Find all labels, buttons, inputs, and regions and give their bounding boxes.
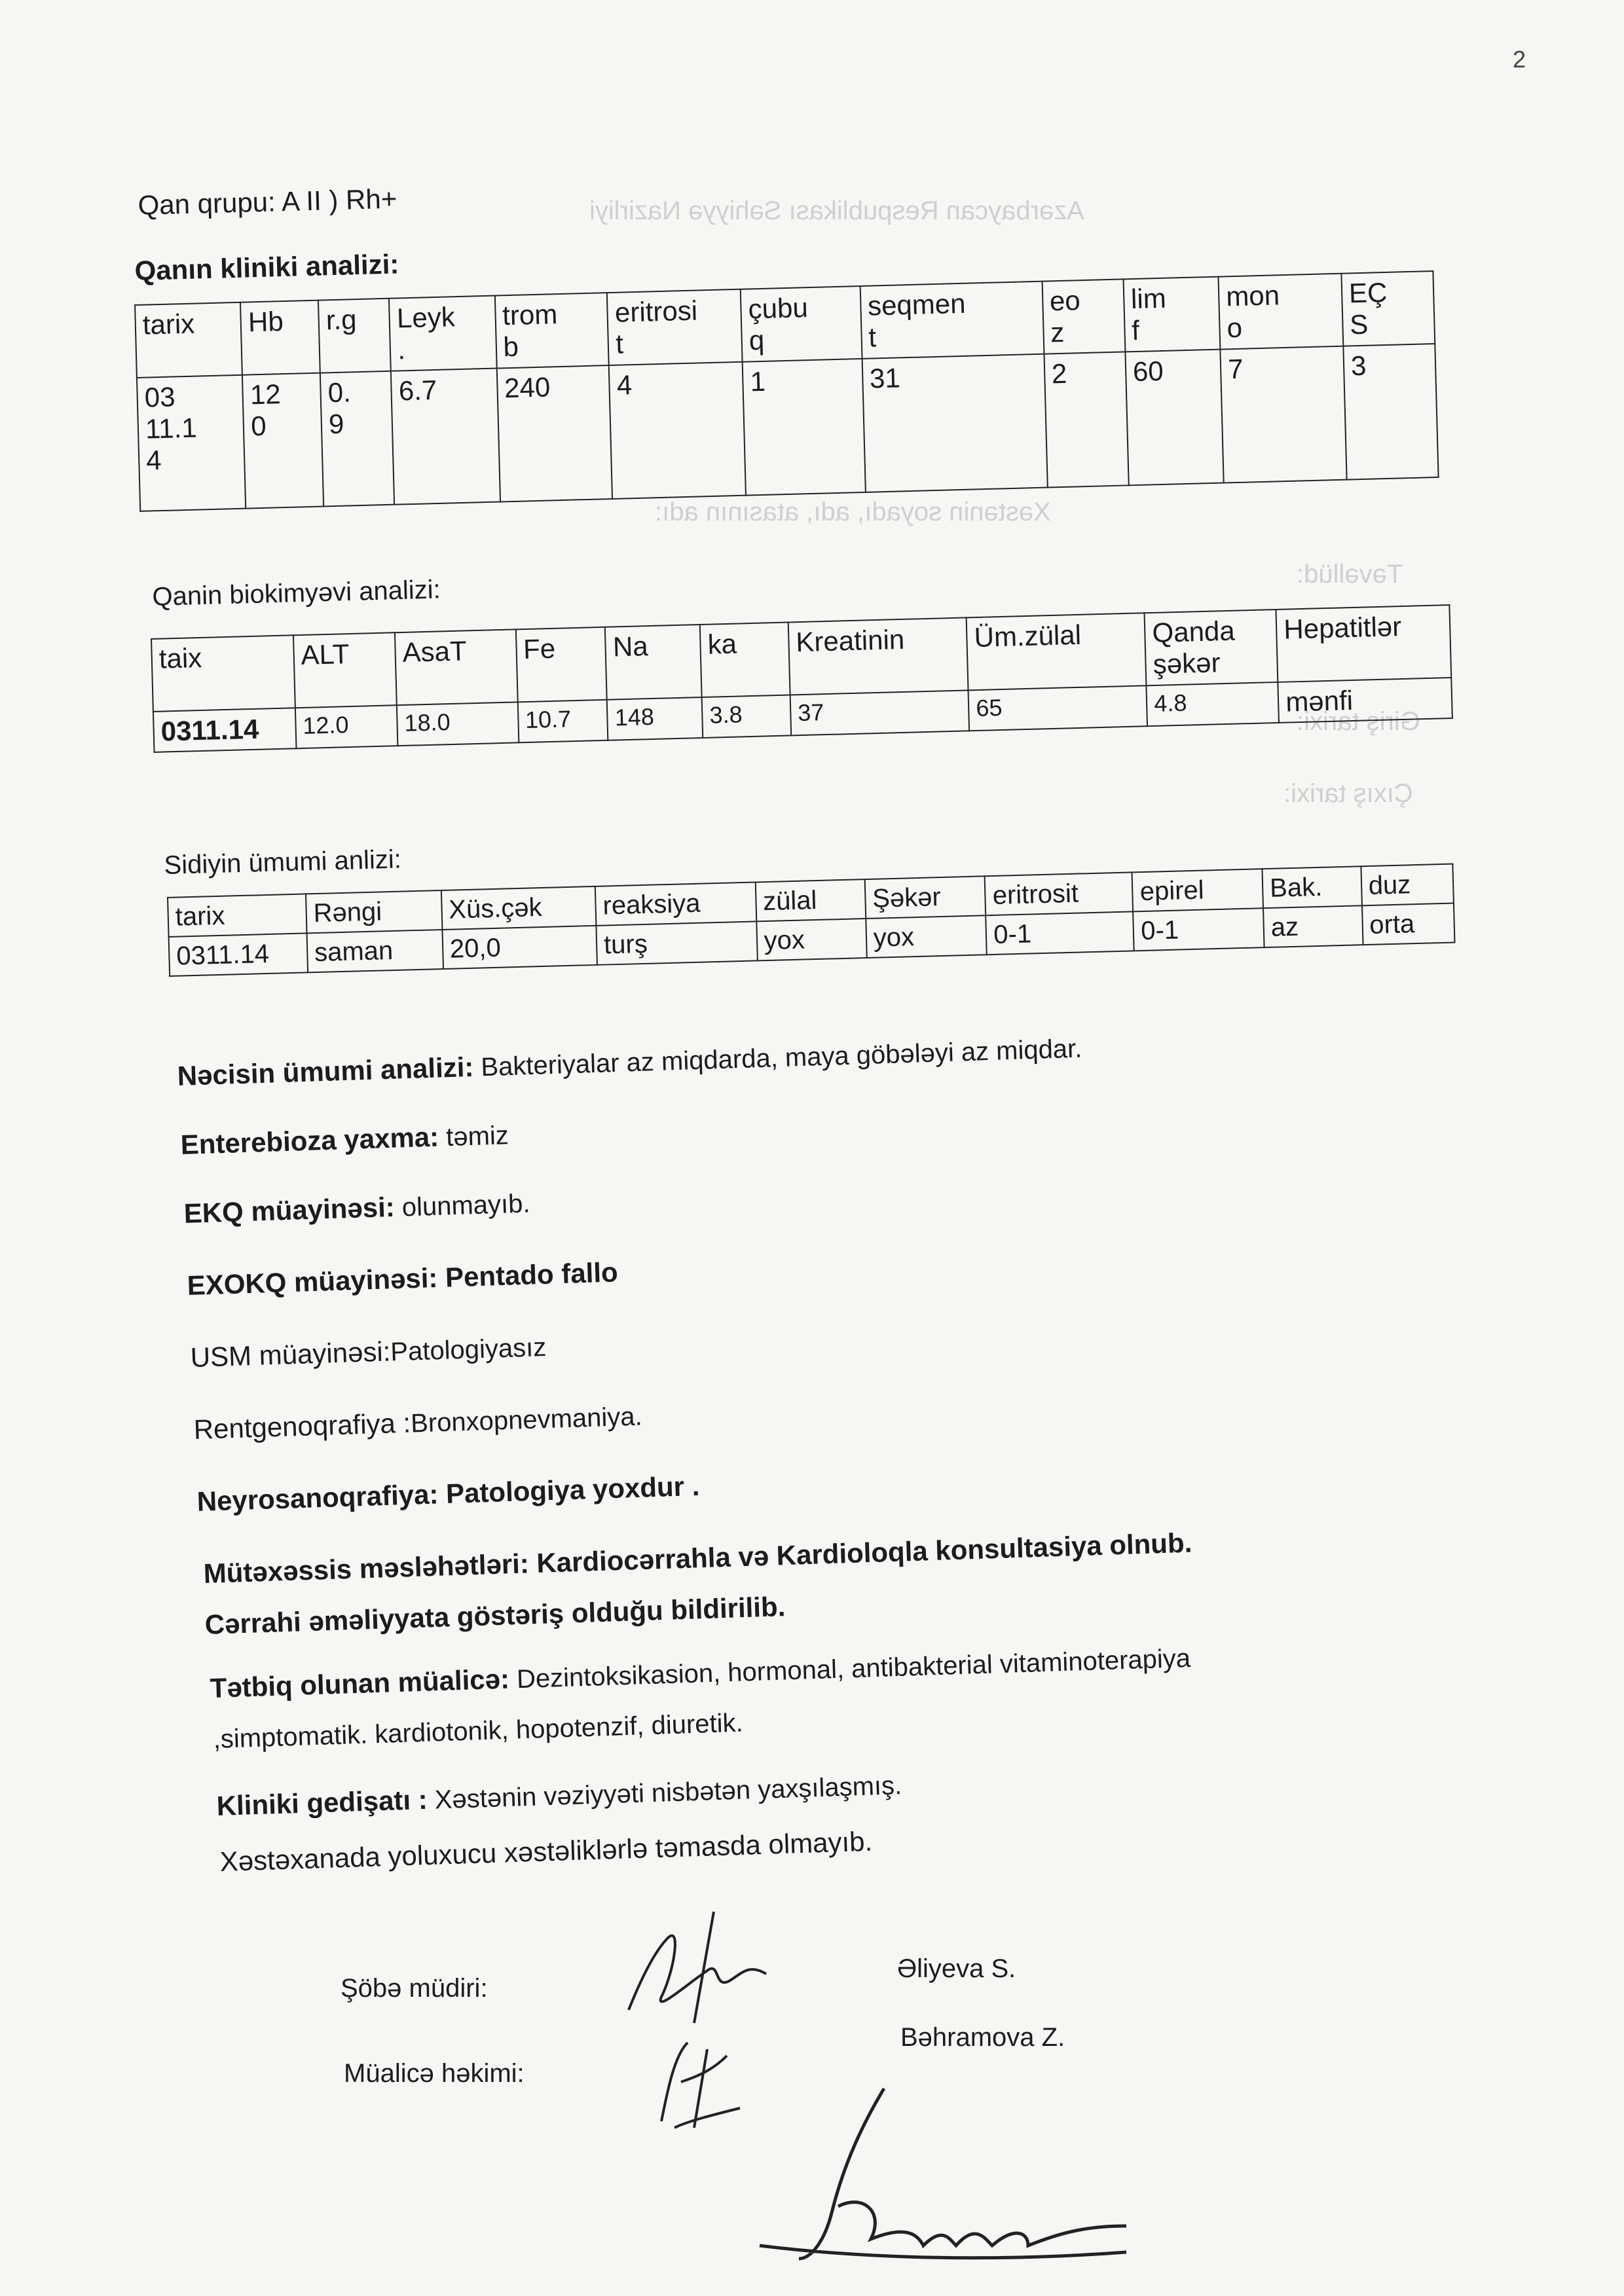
table-cell: 0. 9 — [320, 371, 395, 506]
table-cell: trom b — [494, 293, 609, 368]
table-cell: 03 11.1 4 — [137, 374, 246, 511]
finding-value: Patologiya yoxdur . — [437, 1470, 700, 1510]
specialist-consultation — [203, 1527, 1192, 1590]
table-cell: Leyk . — [389, 296, 496, 371]
table-cell: eo z — [1042, 279, 1125, 354]
table-cell: Xüs.çək — [441, 886, 597, 930]
clinical-course-label: Kliniki gedişatı : — [216, 1783, 428, 1821]
table-cell: 0311.14 — [153, 708, 296, 752]
stamp-signature-image — [733, 2082, 1153, 2278]
clinical-course-value: Xəstənin vəziyyəti nisbətən yaxşılaşmış. — [426, 1771, 902, 1815]
table-cell: az — [1263, 905, 1363, 947]
treatment-label: Tətbiq olunan müalicə: — [210, 1663, 510, 1704]
infection-contact-note: Xəstəxanada yoluxucu xəstəliklərlə təmasda olmayıb. — [219, 1825, 873, 1877]
clinical-analysis-table — [134, 270, 1439, 511]
bleedthrough-line: Giriş tarixi: — [1297, 707, 1420, 736]
finding-value: Bronxopnevmaniya. — [410, 1402, 643, 1438]
finding-label: EKQ müayinəsi: — [183, 1191, 396, 1229]
table-cell: Hepatitlər — [1276, 605, 1452, 682]
table-cell: 4.8 — [1147, 682, 1279, 727]
table-cell: 65 — [969, 685, 1148, 731]
table-cell: epirel — [1132, 869, 1263, 911]
finding-label: Enterebioza yaxma: — [180, 1121, 439, 1160]
treatment-line2: ,simptomatik. kardiotonik, hopotenzif, diuretik. — [213, 1708, 744, 1754]
table-cell: mon o — [1219, 274, 1344, 349]
head-of-department-label: Şöbə müdiri: — [341, 1974, 488, 2003]
table-cell: lim f — [1123, 277, 1220, 352]
table-cell: 148 — [607, 697, 703, 740]
bleedthrough-line: Çıxış tarixi: — [1283, 779, 1413, 808]
urine-analysis-table — [167, 864, 1456, 977]
attending-physician-label: Müalicə həkimi: — [344, 2059, 525, 2088]
finding-value: Bakteriyalar az miqdarda, maya göbələyi az miqdar. — [473, 1034, 1082, 1082]
table-cell: turş — [596, 921, 757, 964]
biochemical-analysis-table — [151, 604, 1453, 753]
table-cell: mənfi — [1278, 678, 1452, 723]
table-cell: 2 — [1044, 352, 1128, 487]
blood-group — [138, 183, 397, 221]
clinical-analysis-title: Qanın kliniki analizi: — [134, 248, 399, 286]
page-number: 2 — [1513, 46, 1526, 73]
consultation-line2: Cərrahi əməliyyata göstəriş olduğu bildirilib. — [204, 1591, 786, 1640]
attending-physician-name: Bəhramova Z. — [900, 2023, 1065, 2052]
treatment-value: Dezintoksikasion, hormonal, antibakterial vitaminoterapiya — [509, 1643, 1191, 1694]
table-cell: yox — [866, 915, 987, 958]
table-cell: r.g — [318, 299, 391, 373]
table-cell: Qanda şəkər — [1145, 610, 1278, 685]
table-cell: 240 — [496, 365, 612, 501]
consultation-value: Kardiocərrahla və Kardioloqla konsultasiya olnub. — [528, 1527, 1192, 1579]
table-cell: Rəngi — [306, 890, 442, 933]
table-cell: EÇ S — [1341, 271, 1435, 346]
table-cell: 6.7 — [391, 368, 500, 504]
blood-group-value: A II ) Rh+ — [281, 183, 397, 217]
table-cell: ka — [700, 623, 790, 697]
table-cell: 20,0 — [442, 926, 597, 969]
table-cell: reaksiya — [595, 882, 756, 925]
finding-label: USM müayinəsi: — [190, 1336, 392, 1373]
table-cell: 12.0 — [295, 705, 398, 748]
table-cell: 10.7 — [517, 699, 608, 742]
enterobiosis-smear — [180, 1119, 509, 1161]
finding-value: Pentado fallo — [437, 1256, 619, 1293]
table-cell: tarix — [135, 302, 242, 378]
table-cell: 3.8 — [702, 695, 791, 738]
table-cell: eritrosi t — [607, 289, 743, 365]
biochemical-analysis-title: Qanin biokimyəvi analizi: — [152, 575, 441, 611]
consultation-label: Mütəxəssis məsləhətləri: — [203, 1548, 530, 1589]
urine-analysis-title: Sidiyin ümumi anlizi: — [164, 845, 402, 880]
finding-label: Nəcisin ümumi analizi: — [177, 1051, 475, 1091]
head-signature-image — [616, 1899, 812, 2030]
stool-analysis — [177, 1032, 1082, 1092]
table-cell: zülal — [755, 879, 866, 921]
neurosonography-exam — [196, 1470, 700, 1518]
finding-value: Patologiyasız — [390, 1332, 547, 1367]
finding-label: EXOKQ müayinəsi: — [187, 1262, 439, 1301]
table-cell: orta — [1362, 903, 1455, 945]
blood-group-label: Qan qrupu: — [138, 186, 276, 221]
applied-treatment — [210, 1642, 1191, 1704]
table-cell: Bak. — [1262, 866, 1361, 908]
table-cell: saman — [306, 930, 443, 972]
head-of-department-name: Əliyeva S. — [897, 1954, 1016, 1983]
ultrasound-exam — [190, 1331, 547, 1374]
table-cell: 18.0 — [397, 702, 519, 746]
table-cell: 1 — [743, 359, 866, 496]
bleedthrough-line: Azərbaycan Respublikası Səhiyyə Nazirliyi — [589, 196, 1084, 225]
table-cell: tarix — [168, 894, 306, 936]
table-cell: Fe — [515, 627, 607, 702]
table-cell: seqmen t — [860, 282, 1044, 359]
table-cell: AsaT — [395, 629, 517, 704]
table-cell: 0-1 — [986, 911, 1135, 955]
table-cell: yox — [756, 919, 867, 960]
table-cell: Şəkər — [864, 876, 986, 919]
table-cell: 12 0 — [242, 373, 323, 508]
table-cell: ALT — [293, 632, 397, 708]
table-cell: taix — [151, 635, 295, 711]
clinical-course — [216, 1769, 902, 1822]
finding-label: Neyrosanoqrafiya: — [196, 1478, 439, 1517]
table-cell: Na — [605, 625, 702, 699]
radiography-exam — [193, 1400, 642, 1445]
finding-label: Rentgenoqrafiya : — [193, 1407, 411, 1445]
table-cell: Üm.zülal — [967, 613, 1147, 690]
ecg-exam — [183, 1187, 530, 1230]
table-cell: 3 — [1343, 344, 1438, 480]
table-cell: 31 — [862, 354, 1047, 492]
table-cell: Kreatinin — [788, 617, 969, 695]
echocardiography-exam — [187, 1256, 618, 1302]
bleedthrough-line: Təvəllüd: — [1297, 560, 1403, 589]
table-cell: 0311.14 — [169, 933, 308, 975]
table-cell: Hb — [240, 301, 320, 375]
table-cell: 60 — [1125, 349, 1224, 485]
table-cell: 0-1 — [1134, 908, 1264, 951]
table-cell: duz — [1361, 864, 1454, 906]
table-cell: eritrosit — [985, 872, 1134, 915]
bleedthrough-line: Xəstənin soyadı, adı, atasının adı: — [655, 498, 1051, 526]
table-cell: 7 — [1220, 346, 1346, 483]
table-cell: 4 — [609, 361, 746, 498]
table-cell: çubu q — [741, 286, 862, 361]
table-cell: 37 — [790, 690, 970, 735]
finding-value: olunmayıb. — [394, 1189, 531, 1222]
finding-value: təmiz — [438, 1121, 509, 1152]
